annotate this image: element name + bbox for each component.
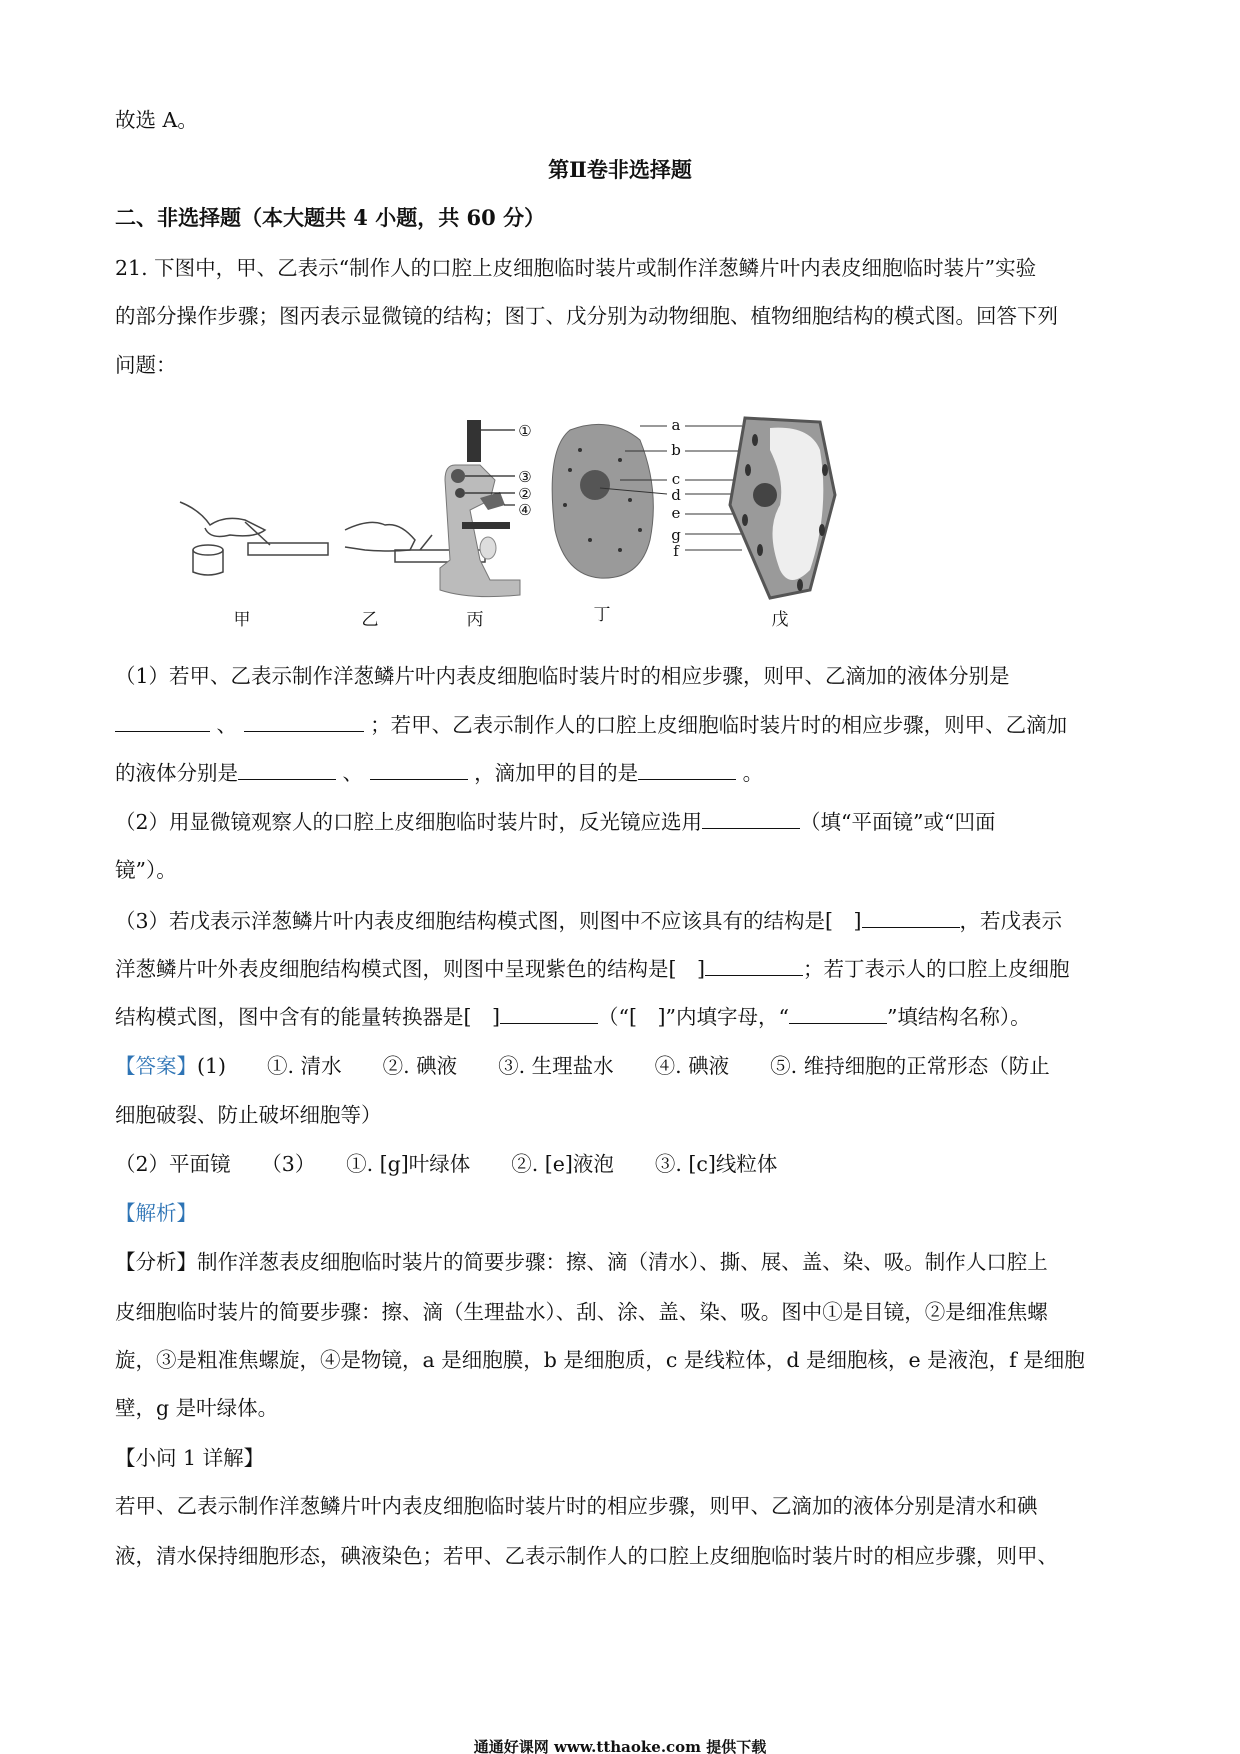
cell-label: e (671, 504, 681, 522)
analysis-text: 旋，③是粗准焦螺旋，④是物镜，a 是细胞膜，b 是细胞质，c 是线粒体，d 是细胞核，e 是液泡，f 是细胞 (115, 1348, 1085, 1372)
question-part-1: （1）若甲、乙表示制作洋葱鳞片叶内表皮细胞临时装片时的相应步骤，则甲、乙滴加的液体分别是 (115, 664, 1010, 688)
analysis-text: 皮细胞临时装片的简要步骤：擦、滴（生理盐水）、刮、涂、盖、染、吸。图中①是目镜，②是细准焦螺 (115, 1300, 1048, 1324)
answer-blank (638, 759, 736, 780)
text-fragment: 。 (742, 761, 764, 785)
answer-blank (862, 907, 960, 928)
microscope-label: ③ (518, 468, 532, 486)
question-part-1-line2 (115, 711, 1067, 739)
panel-label-jia: 甲 (233, 610, 251, 630)
analysis-text: 壁，g 是叶绿体。 (115, 1396, 279, 1420)
text-fragment: （填“平面镜”或“凹面 (800, 810, 996, 834)
panel-label-wu: 戊 (771, 610, 789, 630)
text-fragment: （2）用显微镜观察人的口腔上皮细胞临时装片时，反光镜应选用 (115, 810, 703, 834)
answer-blank (500, 1003, 598, 1024)
question-text: 问题： (115, 353, 177, 377)
cell-label: a (671, 416, 681, 434)
text-fragment: ”填结构名称）。 (886, 1005, 1031, 1029)
panel-label-ding: 丁 (593, 605, 611, 625)
section-heading: 二、非选择题（本大题共 4 小题，共 60 分） (115, 205, 546, 230)
question-part-2 (115, 808, 996, 836)
experiment-figure (170, 410, 950, 635)
answer-label: 【答案】 (115, 1054, 197, 1078)
answer-text: （2）平面镜 （3） ①. [g]叶绿体 ②. [e]液泡 ③. [c]线粒体 (115, 1152, 778, 1176)
footer-watermark: 通通好课网 www.tthaoke.com 提供下载 (473, 1738, 767, 1754)
answer-blank (702, 808, 800, 829)
question-part-1-line3 (115, 759, 763, 787)
part-title: 第Ⅱ卷非选择题 (548, 157, 692, 182)
text-fragment: ，滴加甲的目的是 (474, 761, 639, 785)
panel-label-bing: 丙 (466, 610, 484, 630)
answer-blank (789, 1003, 887, 1024)
answer-blank (115, 711, 210, 732)
text-fragment: 的液体分别是 (115, 761, 238, 785)
text-fragment: 洋葱鳞片叶外表皮细胞结构模式图，则图中呈现紫色的结构是[ ] (115, 957, 705, 981)
text-line: 故选 A。 (115, 108, 198, 132)
text-fragment: 结构模式图，图中含有的能量转换器是[ ] (115, 1005, 500, 1029)
question-part-3-line3 (115, 1003, 1031, 1031)
analysis-label: 【解析】 (115, 1201, 197, 1225)
cell-label: g (671, 526, 681, 544)
detail-text: 液，清水保持细胞形态，碘液染色；若甲、乙表示制作人的口腔上皮细胞临时装片时的相应步骤，则甲、 (115, 1544, 1058, 1568)
question-text: 21. 下图中，甲、乙表示“制作人的口腔上皮细胞临时装片或制作洋葱鳞片叶内表皮细胞临时装片”实验 (115, 256, 1037, 280)
text-fragment: ；若甲、乙表示制作人的口腔上皮细胞临时装片时的相应步骤，则甲、乙滴加 (370, 713, 1068, 737)
text-fragment: ；若丁表示人的口腔上皮细胞 (803, 957, 1070, 981)
plant-cell-illustration (730, 418, 835, 598)
panel-label-yi: 乙 (361, 610, 379, 630)
cell-label: d (671, 486, 681, 504)
dropper-step-illustration (180, 502, 328, 575)
text-fragment: ，若戊表示 (959, 909, 1063, 933)
answer-blank (238, 759, 336, 780)
cell-label: f (673, 542, 679, 560)
answer-blank (705, 955, 803, 976)
microscope-illustration (440, 420, 532, 597)
answer-line (115, 1052, 1050, 1080)
answer-blank (370, 759, 468, 780)
answer-blank (244, 711, 364, 732)
detail-text: 若甲、乙表示制作洋葱鳞片叶内表皮细胞临时装片时的相应步骤，则甲、乙滴加的液体分别是清水和碘 (115, 1494, 1038, 1518)
text-fragment: （“[ ]”内填字母，“ (598, 1005, 789, 1029)
separator: 、 (342, 761, 364, 785)
text-line: 镜”）。 (115, 858, 177, 882)
text-fragment: （3）若戊表示洋葱鳞片叶内表皮细胞结构模式图，则图中不应该具有的结构是[ ] (115, 909, 862, 933)
answer-text: 细胞破裂、防止破坏细胞等） (115, 1103, 382, 1127)
separator: 、 (216, 713, 238, 737)
analysis-text: 【分析】制作洋葱表皮细胞临时装片的简要步骤：擦、滴（清水）、撕、展、盖、染、吸。制作人口腔上 (115, 1250, 1048, 1274)
answer-text: (1) ①. 清水 ②. 碘液 ③. 生理盐水 ④. 碘液 ⑤. 维持细胞的正常形态（防止 (197, 1054, 1050, 1078)
microscope-label: ① (518, 422, 532, 440)
subquestion-heading: 【小问 1 详解】 (115, 1446, 265, 1470)
question-part-3 (115, 907, 1062, 935)
animal-cell-illustration (552, 424, 653, 578)
cell-label: b (671, 441, 681, 459)
cell-label: c (671, 470, 681, 488)
question-text: 的部分操作步骤；图丙表示显微镜的结构；图丁、戊分别为动物细胞、植物细胞结构的模式图。回答下列 (115, 304, 1058, 328)
question-part-3-line2 (115, 955, 1070, 983)
microscope-label: ② (518, 485, 532, 503)
microscope-label: ④ (518, 501, 532, 519)
